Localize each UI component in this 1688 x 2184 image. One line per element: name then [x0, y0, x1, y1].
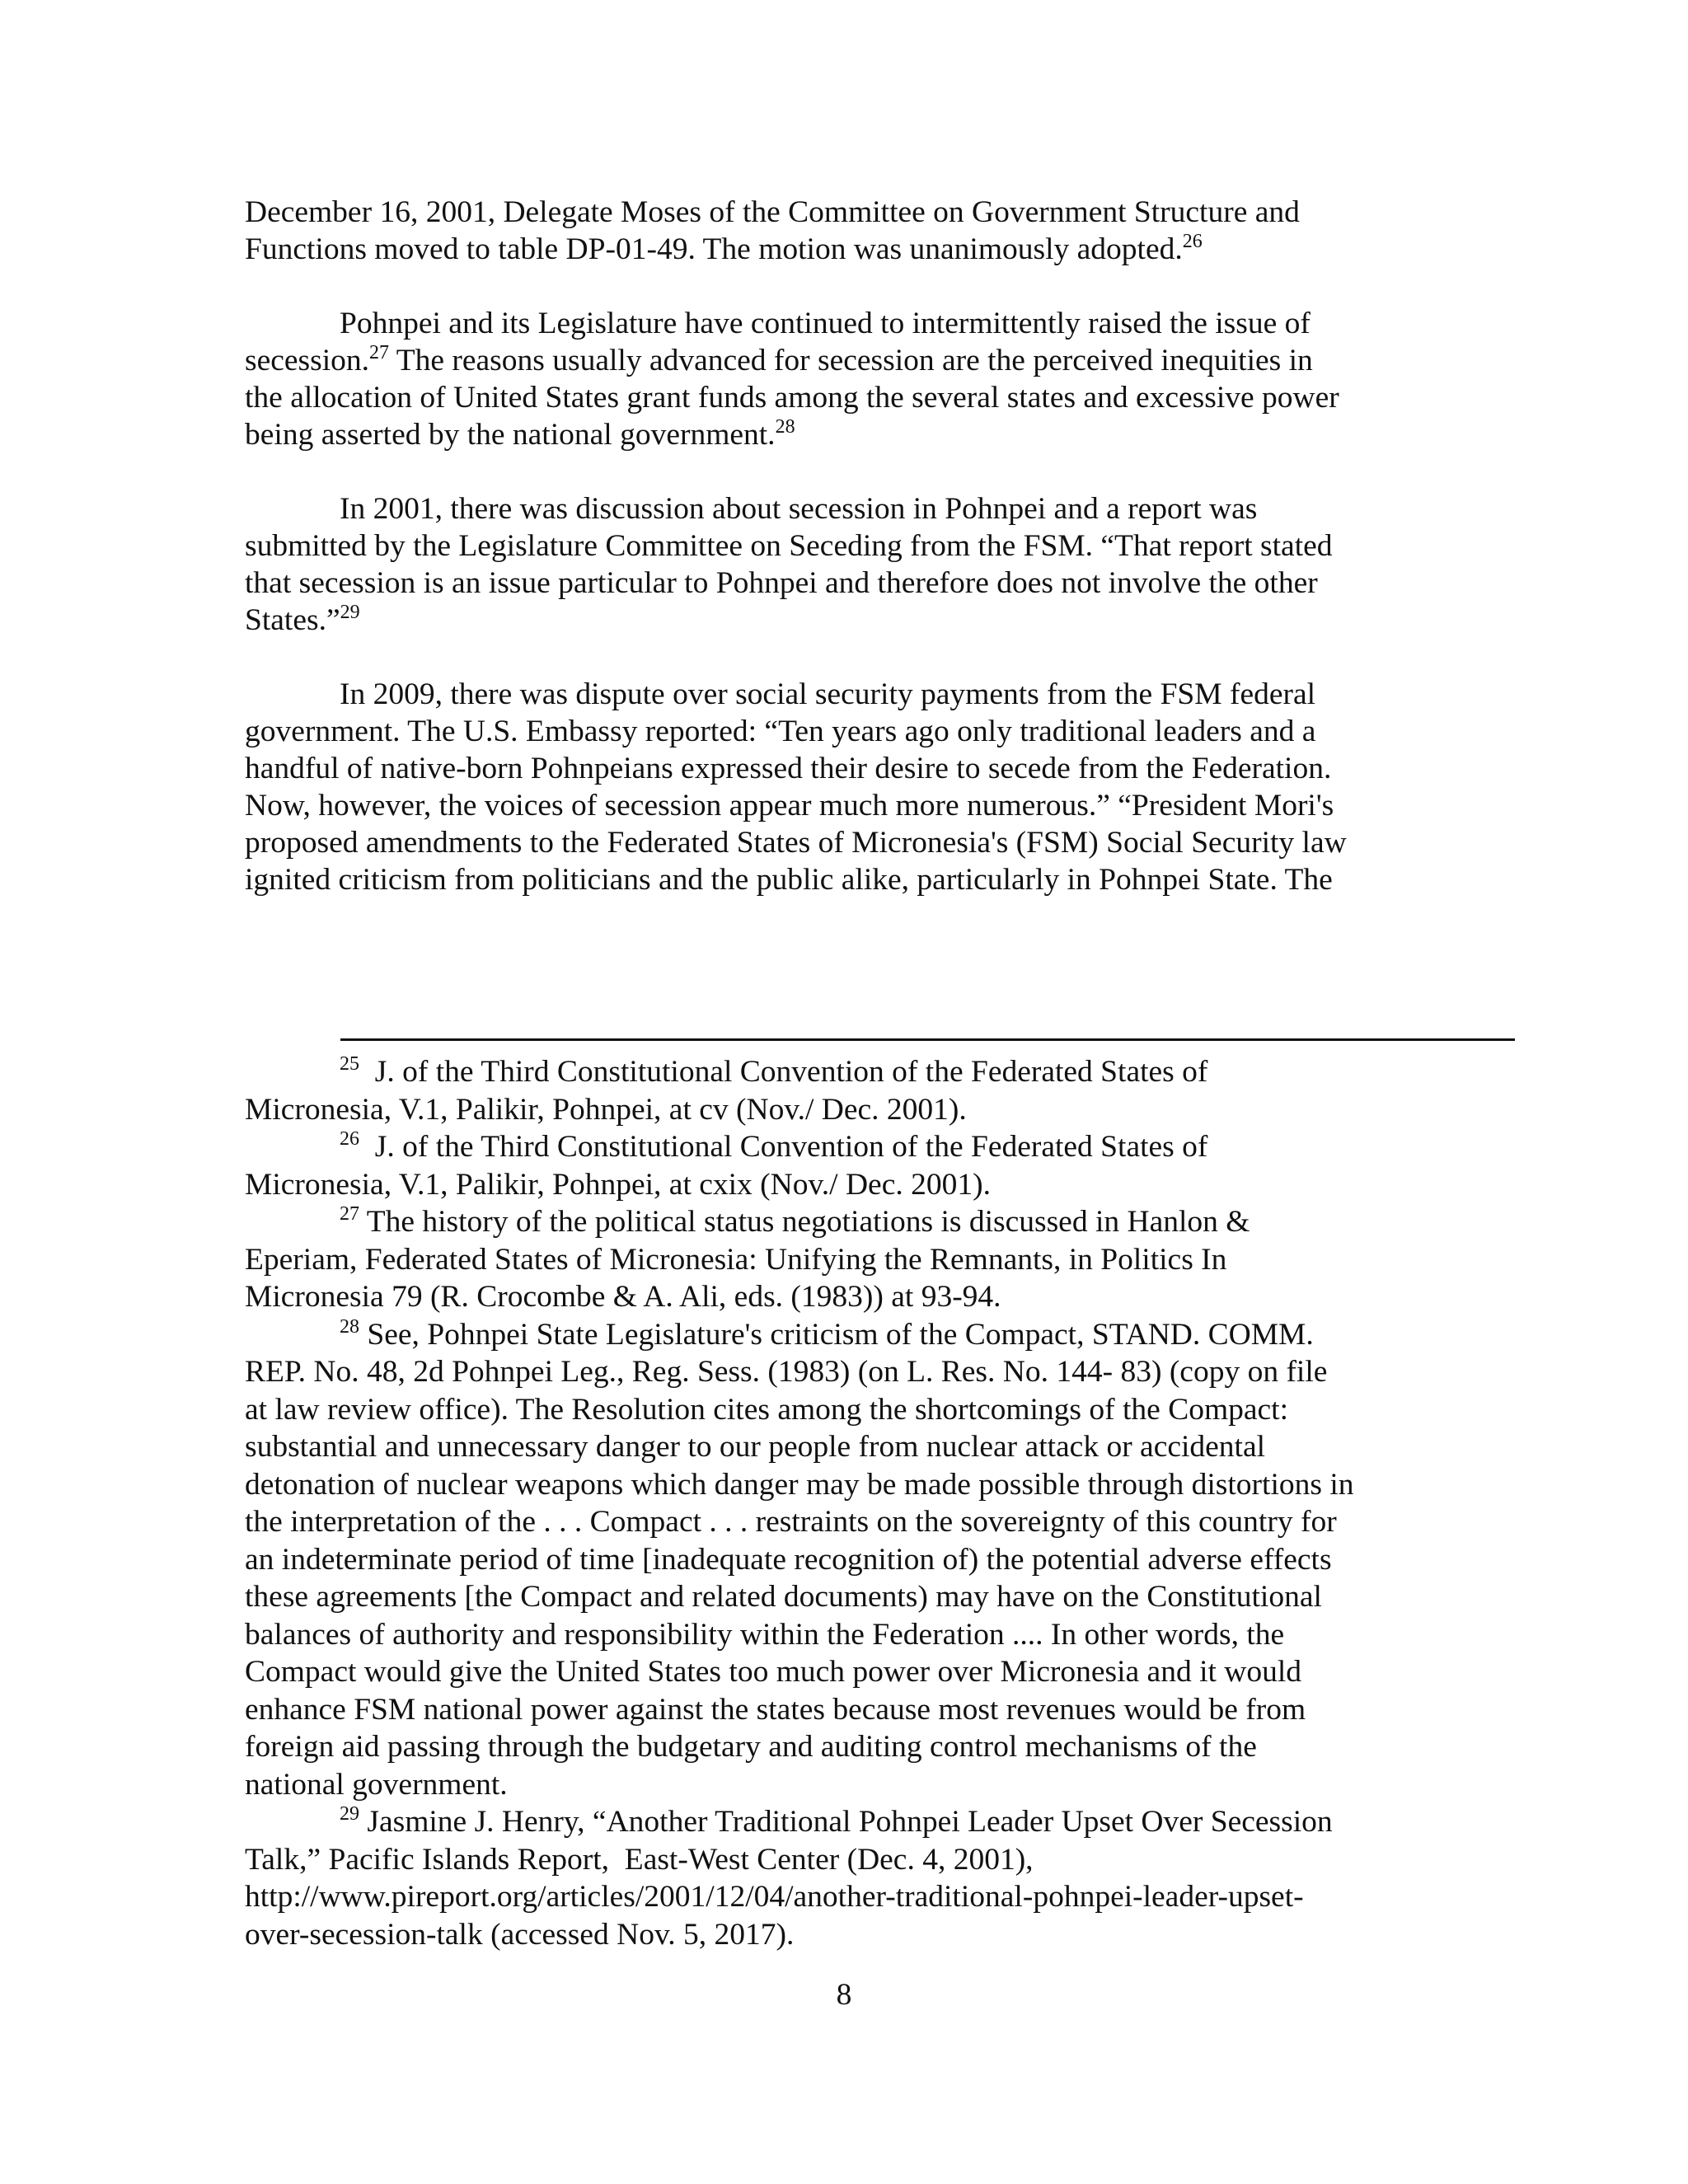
paragraph-line: that secession is an issue particular to Pohnpei and therefore does not involve the other — [245, 566, 1318, 600]
footnote-number: 27 — [340, 1203, 359, 1225]
footnote-line: at law review office). The Resolution cites among the shortcomings of the Compact: — [245, 1392, 1289, 1427]
footnote-28 — [245, 1316, 1514, 1804]
paragraph-line: the allocation of United States grant funds among the several states and excessive power — [245, 381, 1339, 415]
footnote-separator — [340, 1038, 1515, 1041]
footnote-text: J. of the Third Constitutional Convention of the Federated States of — [359, 1055, 1208, 1089]
paragraph-line: submitted by the Legislature Committee on Seceding from the FSM. “That report stated — [245, 529, 1333, 563]
footnote-line: REP. No. 48, 2d Pohnpei Leg., Reg. Sess. (1983) (on L. Res. No. 144- 83) (copy on file — [245, 1355, 1328, 1389]
footnote-line: Micronesia, V.1, Palikir, Pohnpei, at cxix (Nov./ Dec. 2001). — [245, 1167, 991, 1202]
paragraph-text: being asserted by the national government. — [245, 418, 776, 452]
footnote-25 — [245, 1053, 1514, 1128]
footnote-line: balances of authority and responsibility within the Federation .... In other words, the — [245, 1617, 1285, 1652]
footnote-line — [245, 1053, 1514, 1091]
footnote-reference[interactable]: 26 — [1182, 231, 1203, 252]
footnote-number: 29 — [340, 1803, 359, 1825]
footnote-text: Jasmine J. Henry, “Another Traditional Pohnpei Leader Upset Over Secession — [359, 1805, 1333, 1839]
paragraph-line: In 2009, there was dispute over social security payments from the FSM federal — [340, 677, 1316, 711]
paragraph-1 — [245, 194, 1506, 268]
footnote-link[interactable]: http://www.pireport.org/articles/2001/12/04/another-traditional-pohnpei-leader-upset- — [245, 1880, 1304, 1914]
paragraph-line: December 16, 2001, Delegate Moses of the Committee on Government Structure and — [245, 195, 1300, 229]
footnote-text: J. of the Third Constitutional Convention of the Federated States of — [359, 1130, 1208, 1164]
paragraph-line: ignited criticism from politicians and the public alike, particularly in Pohnpei State. The — [245, 863, 1333, 897]
footnote-line: Micronesia, V.1, Palikir, Pohnpei, at cv (Nov./ Dec. 2001). — [245, 1092, 967, 1127]
paragraph-text: secession. — [245, 344, 370, 377]
footnote-27 — [245, 1203, 1514, 1316]
footnote-line: detonation of nuclear weapons which danger may be made possible through distortions in — [245, 1467, 1354, 1502]
footnote-number: 28 — [340, 1315, 359, 1338]
footnote-line: these agreements [the Compact and related documents) may have on the Constitutional — [245, 1580, 1322, 1614]
footnote-line: national government. — [245, 1767, 508, 1802]
footnote-line — [245, 1203, 1514, 1241]
paragraph-line: government. The U.S. Embassy reported: “Ten years ago only traditional leaders and a — [245, 715, 1316, 748]
page-body — [245, 194, 1506, 935]
paragraph-line: Now, however, the voices of secession appear much more numerous.” “President Mori's — [245, 789, 1334, 823]
paragraph-line: Pohnpei and its Legislature have continued to intermittently raised the issue of — [340, 307, 1311, 340]
footnote-text: The history of the political status negotiations is discussed in Hanlon & — [359, 1205, 1250, 1239]
paragraph-line — [245, 416, 1506, 453]
footnote-reference[interactable]: 28 — [775, 416, 795, 438]
footnote-line: Eperiam, Federated States of Micronesia: Unifying the Remnants, in Politics In — [245, 1242, 1227, 1277]
paragraph-4 — [245, 676, 1506, 898]
footnote-line: the interpretation of the . . . Compact . . . restraints on the sovereignty of this country for — [245, 1505, 1337, 1539]
footnote-number: 25 — [340, 1053, 359, 1075]
paragraph-text: States.” — [245, 603, 340, 637]
paragraph-2 — [245, 305, 1506, 453]
paragraph-line: proposed amendments to the Federated States of Micronesia's (FSM) Social Security law — [245, 826, 1347, 860]
paragraph-line: In 2001, there was discussion about secession in Pohnpei and a report was — [340, 492, 1258, 526]
footnote-number: 26 — [340, 1128, 359, 1150]
footnote-line — [245, 1128, 1514, 1166]
paragraph-text: Functions moved to table DP-01-49. The motion was unanimously adopted. — [245, 232, 1183, 266]
footnote-line: substantial and unnecessary danger to our people from nuclear attack or accidental — [245, 1430, 1266, 1464]
paragraph-line: handful of native-born Pohnpeians expressed their desire to secede from the Federation. — [245, 752, 1332, 785]
paragraph-line — [245, 602, 1506, 639]
footnote-reference[interactable]: 29 — [340, 602, 360, 623]
footnote-line: Talk,” Pacific Islands Report, East-West Center (Dec. 4, 2001), — [245, 1842, 1034, 1877]
footnote-line: Compact would give the United States too much power over Micronesia and it would — [245, 1655, 1302, 1689]
footnote-line: enhance FSM national power against the states because most revenues would be from — [245, 1692, 1306, 1727]
footnote-line: an indeterminate period of time [inadequate recognition of) the potential adverse effects — [245, 1542, 1332, 1577]
paragraph-line — [245, 231, 1506, 268]
footnote-line: Micronesia 79 (R. Crocombe & A. Ali, eds. (1983)) at 93-94. — [245, 1280, 1001, 1314]
paragraph-3 — [245, 490, 1506, 639]
footnote-line — [245, 1316, 1514, 1354]
footnote-line — [245, 1803, 1514, 1841]
footnote-29 — [245, 1803, 1514, 1953]
footnotes — [245, 1053, 1514, 1953]
paragraph-text: The reasons usually advanced for secession are the perceived inequities in — [389, 344, 1313, 377]
footnote-reference[interactable]: 27 — [369, 342, 390, 363]
page-number: 8 — [836, 1978, 852, 2012]
footnote-line: foreign aid passing through the budgetary and auditing control mechanisms of the — [245, 1730, 1257, 1764]
footnote-text: See, Pohnpei State Legislature's criticism of the Compact, STAND. COMM. — [359, 1317, 1314, 1352]
footnote-line: over-secession-talk (accessed Nov. 5, 2017). — [245, 1917, 795, 1952]
paragraph-line — [245, 342, 1506, 379]
footnote-26 — [245, 1128, 1514, 1203]
